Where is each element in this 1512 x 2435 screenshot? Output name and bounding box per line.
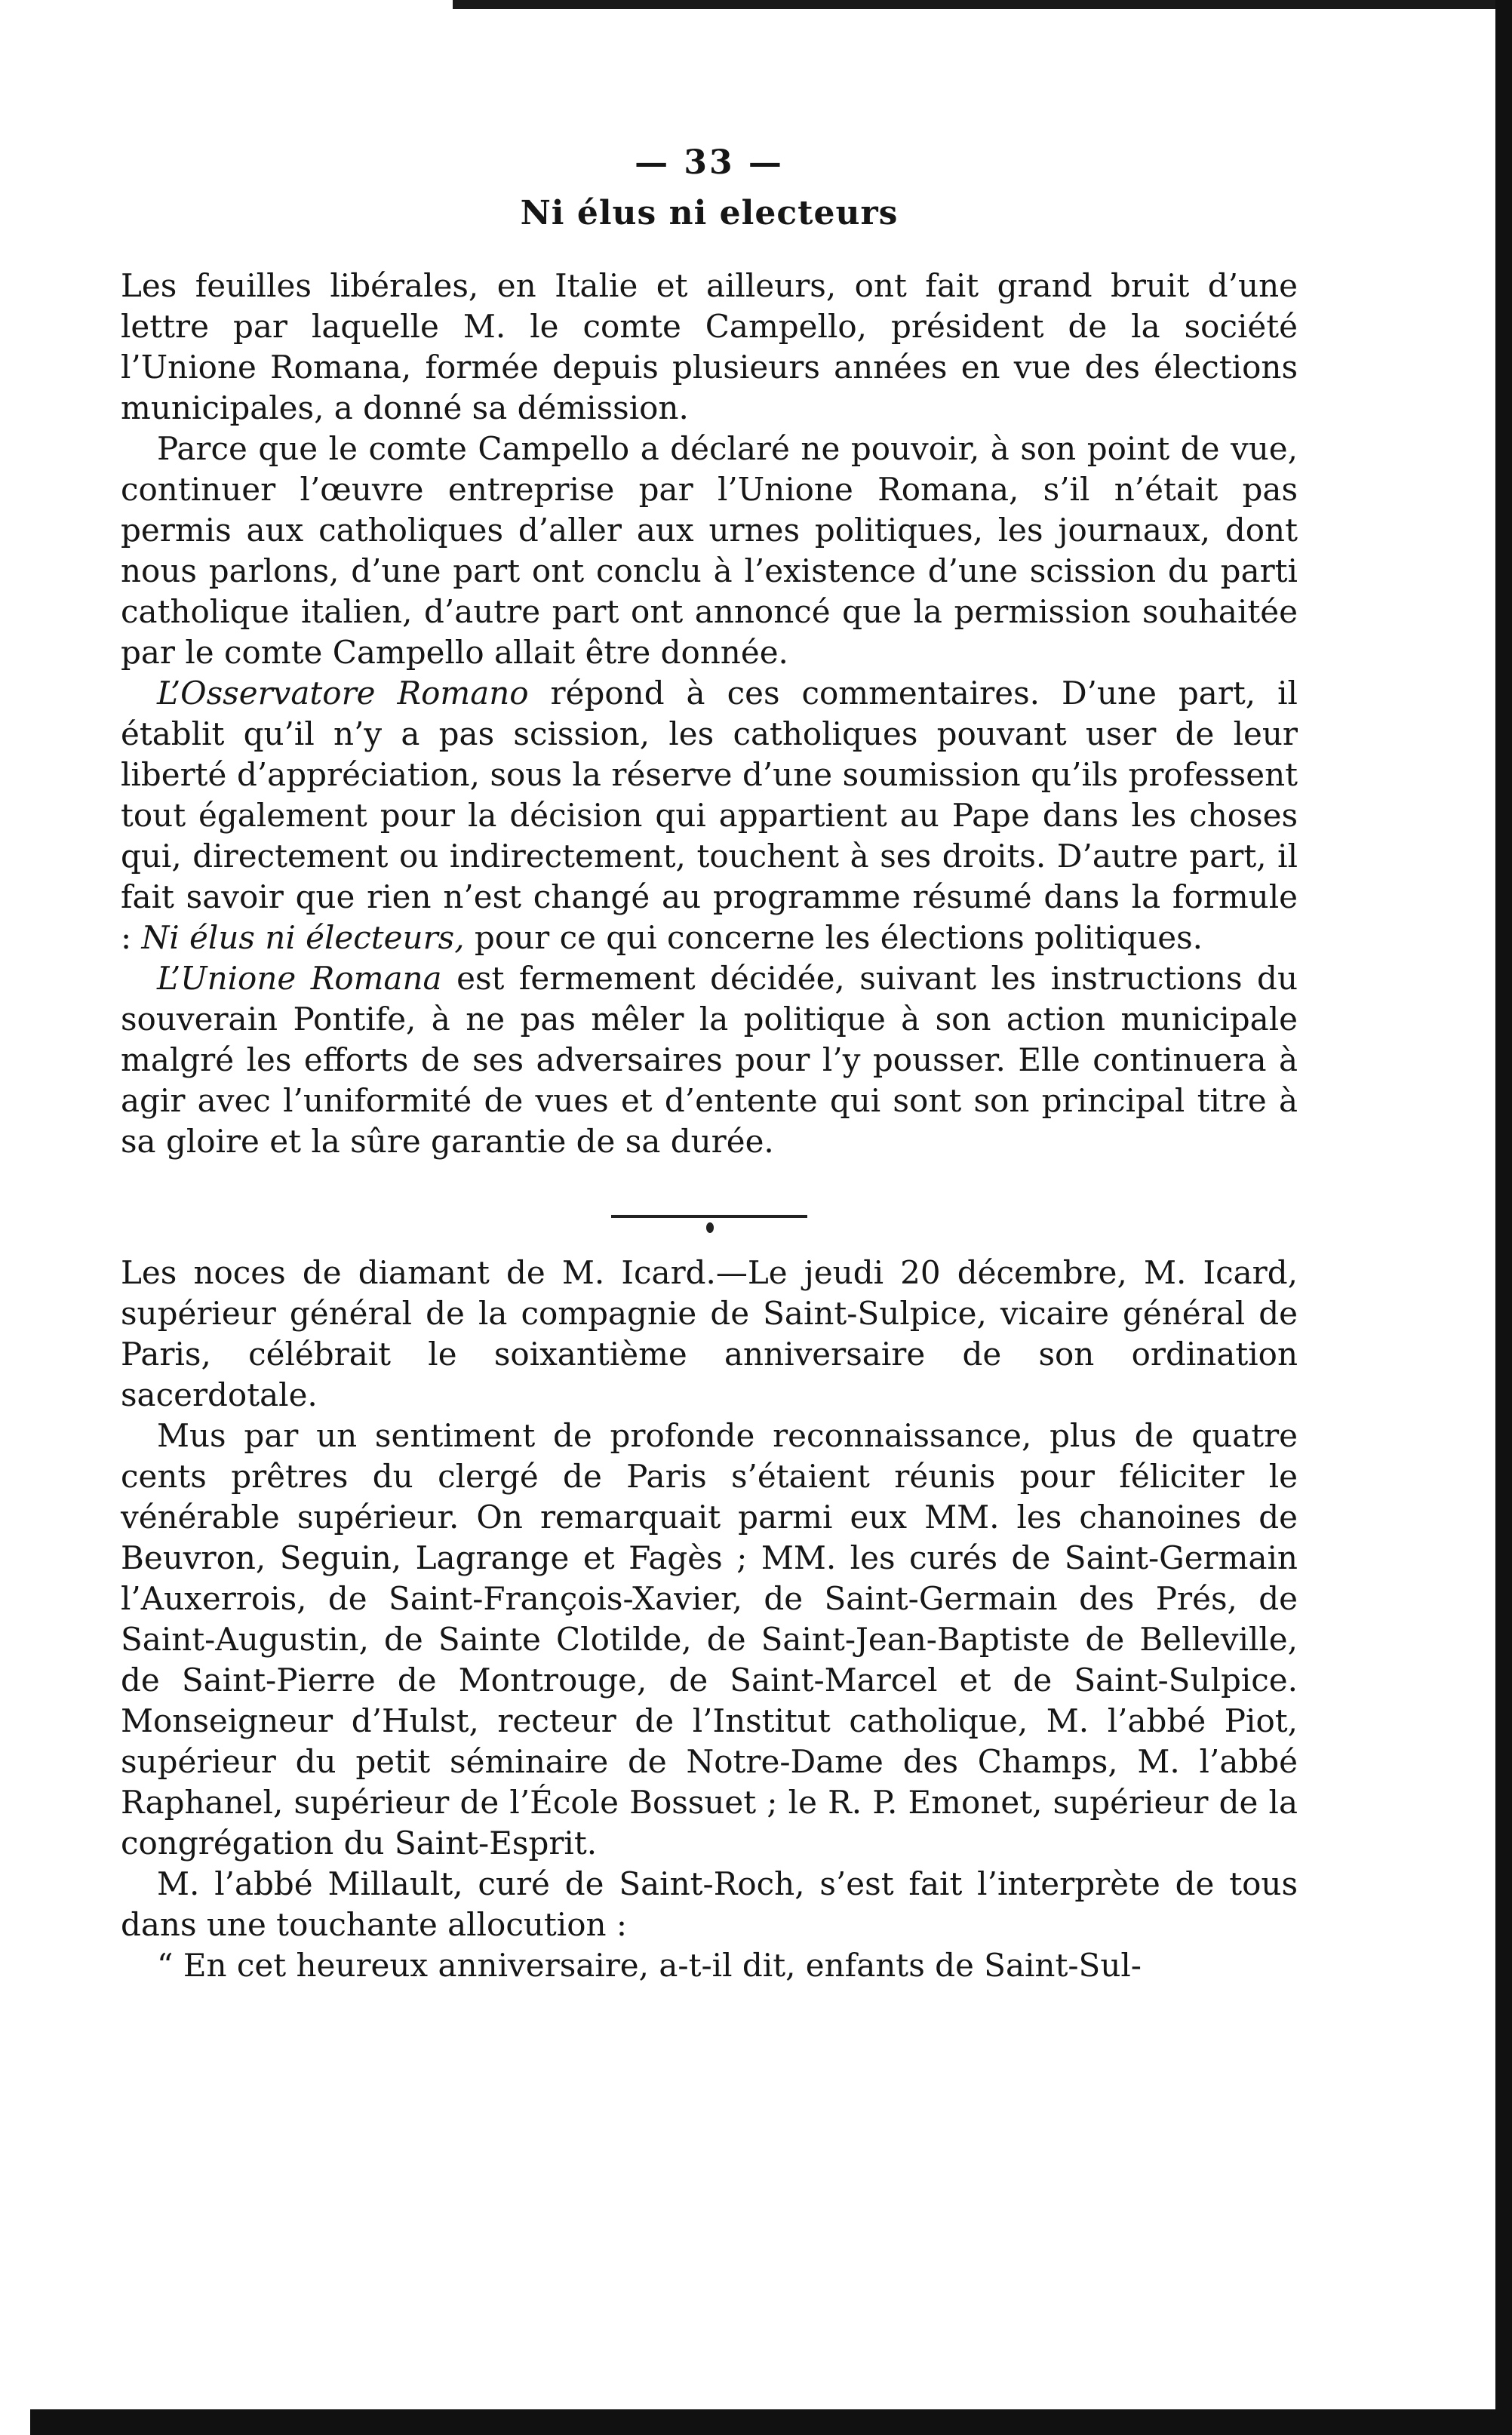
- article-title: Ni élus ni electeurs: [520, 194, 899, 232]
- paragraph-3: [121, 673, 1298, 958]
- paragraph-1: Les feuilles libérales, en Italie et ailleurs, ont fait grand bruit d’une lettre par laquelle M. le comte Campello, président de la société l’Unione Romana, formée depuis plusieurs années en vue des élections municipales, a donné sa démission.: [121, 267, 1298, 426]
- newspaper-name-unione: L’Unione Romana: [157, 960, 442, 997]
- newspaper-name-osservatore: L’Osservatore Romano: [157, 675, 529, 712]
- paragraph-7: M. l’abbé Millault, curé de Saint-Roch, s’est fait l’interprète de tous dans une touchante allocution :: [121, 1865, 1298, 1943]
- document-page: [121, 143, 1298, 1986]
- divider-dot: [706, 1222, 714, 1233]
- page-number: — 33 —: [635, 143, 784, 182]
- paragraph-6: Mus par un sentiment de profonde reconnaissance, plus de quatre cents prêtres du clergé de Paris s’étaient réunis pour féliciter le vénérable supérieur. On remarquait parmi eux MM. les chanoines de Beuvron, Seguin, Lagrange et Fagès ; MM. les curés de Saint-Germain l’Auxerrois, de Saint-François-Xavier, de Saint-Germain des Prés, de Saint-Augustin, de Sainte Clotilde, de Saint-Jean-Baptiste de Belleville, de Saint-Pierre de Montrouge, de Saint-Marcel et de Saint-Sulpice. Monseigneur d’Hulst, recteur de l’Institut catholique, M. l’abbé Piot, supérieur du petit séminaire de Notre-Dame des Champs, M. l’abbé Raphanel, supérieur de l’École Bossuet ; le R. P. Emonet, supérieur de la congrégation du Saint-Esprit.: [121, 1417, 1298, 1862]
- scan-edge-bottom: [30, 2409, 1512, 2435]
- article-noces-de-diamant: [121, 1253, 1298, 1986]
- article-ni-elus: [121, 266, 1298, 1162]
- paragraph-2: Parce que le comte Campello a déclaré ne pouvoir, à son point de vue, continuer l’œuvre entreprise par l’Unione Romana, s’il n’était pas permis aux catholiques d’aller aux urnes politiques, les journaux, dont nous parlons, d’une part ont conclu à l’existence d’une scission du parti catholique italien, d’autre part ont annoncé que la permission souhaitée par le comte Campello allait être donnée.: [121, 430, 1298, 671]
- scan-edge-top: [453, 0, 1512, 9]
- paragraph-8: “ En cet heureux anniversaire, a-t-il dit, enfants de Saint-Sul-: [157, 1947, 1142, 1984]
- scan-edge-right: [1495, 0, 1512, 2435]
- paragraph-5: Les noces de diamant de M. Icard.—Le jeudi 20 décembre, M. Icard, supérieur général de la compagnie de Saint-Sulpice, vicaire général de Paris, célébrait le soixantième anniversaire de son ordination sacerdotale.: [121, 1254, 1298, 1413]
- paragraph-3-end: pour ce qui concerne les élections politiques.: [464, 919, 1203, 956]
- section-divider: [611, 1215, 807, 1218]
- paragraph-3-text: répond à ces commentaires. D’une part, il établit qu’il n’y a pas scission, les catholiques pouvant user de leur liberté d’appréciation, sous la réserve d’une soumission qu’ils professent tout également pour la décision qui appartient au Pape dans les choses qui, directement ou indirectement, touchent à ses droits. D’autre part, il fait savoir que rien n’est changé au programme résumé dans la formule :: [121, 675, 1298, 956]
- formula-text: Ni élus ni électeurs,: [141, 919, 465, 956]
- paragraph-4-text: est fermement décidée, suivant les instructions du souverain Pontife, à ne pas mêler la politique à son action municipale malgré les efforts de ses adversaires pour l’y pousser. Elle continuera à agir avec l’uniformité de vues et d’entente qui sont son principal titre à sa gloire et la sûre garantie de sa durée.: [121, 960, 1298, 1160]
- paragraph-4: [121, 958, 1298, 1162]
